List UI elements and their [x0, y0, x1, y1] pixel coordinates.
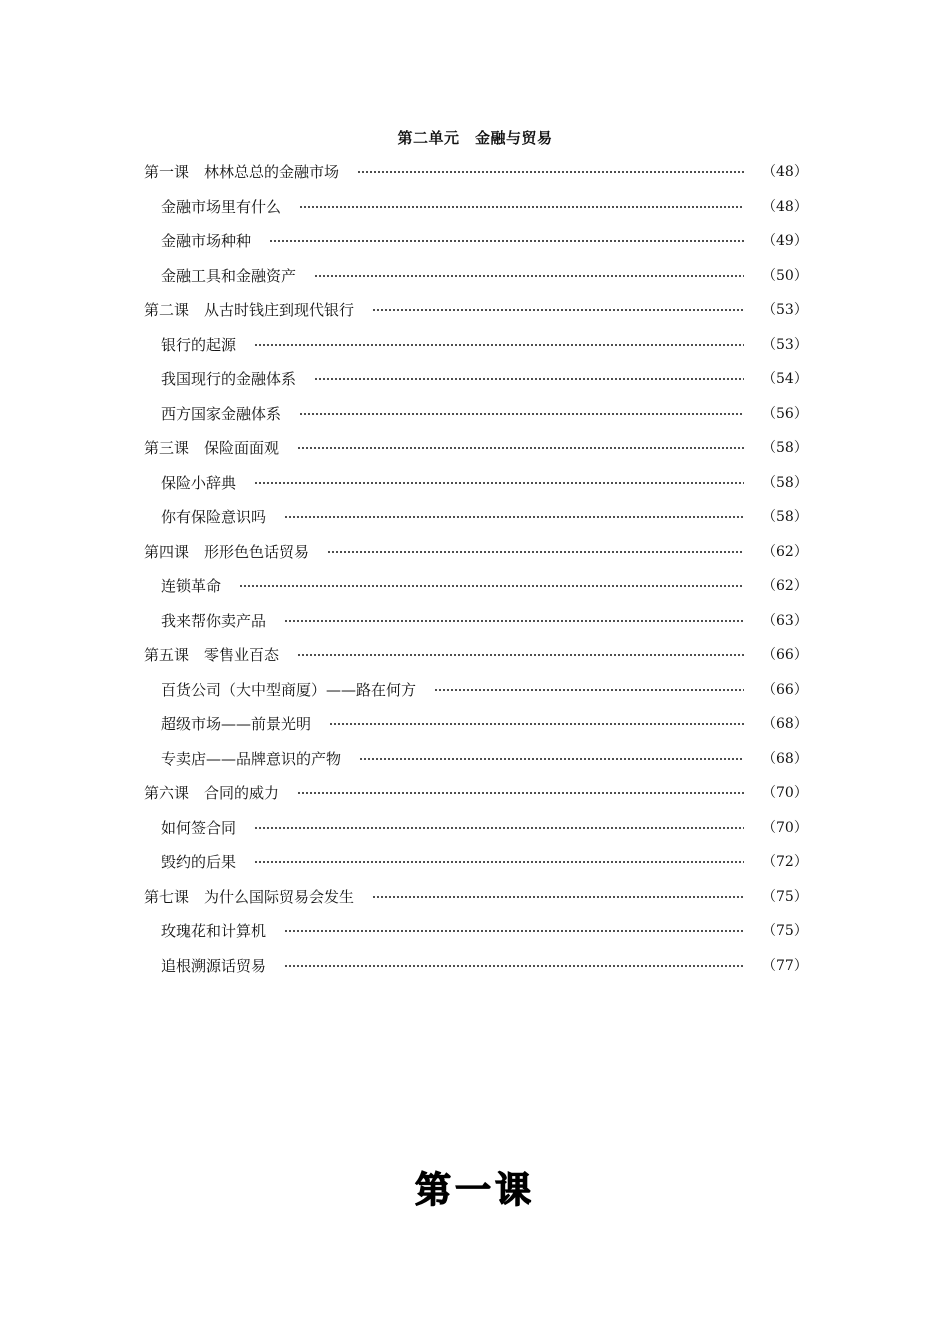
- toc-entry-page: （58）: [762, 474, 808, 491]
- toc-section-entry: [144, 500, 808, 535]
- toc-entry-page: （66）: [762, 681, 808, 698]
- toc-dot-leader: [284, 965, 744, 967]
- toc-dot-leader: [434, 689, 744, 691]
- toc-section-entry: [144, 742, 808, 777]
- toc-entry-page: （53）: [762, 336, 808, 353]
- toc-entry-title: 如何签合同: [161, 818, 237, 837]
- toc-lesson-entry: [144, 431, 808, 466]
- toc-entry-title: 追根溯源话贸易: [161, 956, 267, 975]
- toc-dot-leader: [284, 930, 744, 932]
- toc-lesson-entry: [144, 155, 808, 190]
- toc-entry-title: 第五课 零售业百态: [144, 646, 280, 665]
- toc-lesson-entry: [144, 293, 808, 328]
- toc-dot-leader: [254, 482, 744, 484]
- toc-entry-page: （68）: [762, 750, 808, 767]
- toc-dot-leader: [284, 516, 744, 518]
- table-of-contents: [144, 155, 808, 983]
- toc-entry-title: 毁约的后果: [161, 853, 237, 872]
- toc-entry-page: （48）: [762, 164, 808, 181]
- toc-entry-page: （72）: [762, 854, 808, 871]
- toc-dot-leader: [357, 171, 744, 173]
- toc-section-entry: [144, 259, 808, 294]
- toc-dot-leader: [314, 275, 744, 277]
- toc-lesson-entry: [144, 880, 808, 915]
- toc-entry-title: 第四课 形形色色话贸易: [144, 542, 310, 561]
- toc-entry-page: （58）: [762, 509, 808, 526]
- toc-entry-title: 我来帮你卖产品: [161, 611, 267, 630]
- toc-lesson-entry: [144, 776, 808, 811]
- toc-lesson-entry: [144, 638, 808, 673]
- toc-dot-leader: [254, 827, 744, 829]
- toc-section-entry: [144, 569, 808, 604]
- toc-dot-leader: [372, 896, 744, 898]
- toc-section-entry: [144, 811, 808, 846]
- toc-entry-title: 第二课 从古时钱庄到现代银行: [144, 301, 355, 320]
- toc-entry-page: （75）: [762, 888, 808, 905]
- toc-dot-leader: [314, 378, 744, 380]
- toc-lesson-entry: [144, 535, 808, 570]
- toc-entry-page: （70）: [762, 819, 808, 836]
- toc-dot-leader: [299, 206, 744, 208]
- toc-dot-leader: [297, 792, 744, 794]
- toc-entry-page: （48）: [762, 198, 808, 215]
- toc-section-entry: [144, 949, 808, 984]
- toc-entry-page: （58）: [762, 440, 808, 457]
- toc-entry-title: 金融市场种种: [161, 232, 252, 251]
- toc-entry-page: （68）: [762, 716, 808, 733]
- toc-entry-page: （75）: [762, 923, 808, 940]
- lesson-heading: 第一课: [414, 1169, 535, 1211]
- toc-dot-leader: [299, 413, 744, 415]
- toc-entry-title: 百货公司（大中型商厦）——路在何方: [161, 680, 417, 699]
- toc-section-entry: [144, 328, 808, 363]
- toc-section-entry: [144, 914, 808, 949]
- toc-entry-title: 第三课 保险面面观: [144, 439, 280, 458]
- toc-entry-title: 第一课 林林总总的金融市场: [144, 163, 340, 182]
- toc-entry-title: 西方国家金融体系: [161, 404, 282, 423]
- toc-dot-leader: [254, 861, 744, 863]
- toc-dot-leader: [359, 758, 744, 760]
- toc-entry-page: （77）: [762, 957, 808, 974]
- toc-dot-leader: [254, 344, 744, 346]
- toc-dot-leader: [297, 654, 744, 656]
- toc-entry-page: （62）: [762, 543, 808, 560]
- toc-entry-page: （50）: [762, 267, 808, 284]
- toc-entry-title: 我国现行的金融体系: [161, 370, 297, 389]
- toc-dot-leader: [327, 551, 744, 553]
- toc-entry-page: （70）: [762, 785, 808, 802]
- toc-entry-page: （54）: [762, 371, 808, 388]
- unit-title: 第二单元 金融与贸易: [397, 129, 553, 147]
- toc-entry-title: 超级市场——前景光明: [161, 715, 312, 734]
- toc-section-entry: [144, 845, 808, 880]
- toc-section-entry: [144, 604, 808, 639]
- toc-section-entry: [144, 673, 808, 708]
- toc-entry-title: 金融市场里有什么: [161, 197, 282, 216]
- toc-section-entry: [144, 707, 808, 742]
- toc-dot-leader: [297, 447, 744, 449]
- toc-section-entry: [144, 190, 808, 225]
- toc-dot-leader: [269, 240, 744, 242]
- toc-entry-title: 银行的起源: [161, 335, 237, 354]
- toc-entry-title: 第六课 合同的威力: [144, 784, 280, 803]
- toc-section-entry: [144, 224, 808, 259]
- toc-dot-leader: [372, 309, 744, 311]
- toc-entry-title: 金融工具和金融资产: [161, 266, 297, 285]
- toc-dot-leader: [329, 723, 744, 725]
- toc-entry-page: （56）: [762, 405, 808, 422]
- toc-dot-leader: [239, 585, 744, 587]
- toc-entry-page: （49）: [762, 233, 808, 250]
- toc-entry-page: （63）: [762, 612, 808, 629]
- toc-dot-leader: [284, 620, 744, 622]
- toc-entry-title: 连锁革命: [161, 577, 222, 596]
- toc-entry-page: （53）: [762, 302, 808, 319]
- toc-entry-title: 保险小辞典: [161, 473, 237, 492]
- toc-section-entry: [144, 362, 808, 397]
- toc-entry-title: 第七课 为什么国际贸易会发生: [144, 887, 355, 906]
- toc-section-entry: [144, 466, 808, 501]
- toc-entry-title: 专卖店——品牌意识的产物: [161, 749, 342, 768]
- toc-section-entry: [144, 397, 808, 432]
- toc-entry-title: 你有保险意识吗: [161, 508, 267, 527]
- toc-entry-page: （66）: [762, 647, 808, 664]
- toc-entry-title: 玫瑰花和计算机: [161, 922, 267, 941]
- toc-entry-page: （62）: [762, 578, 808, 595]
